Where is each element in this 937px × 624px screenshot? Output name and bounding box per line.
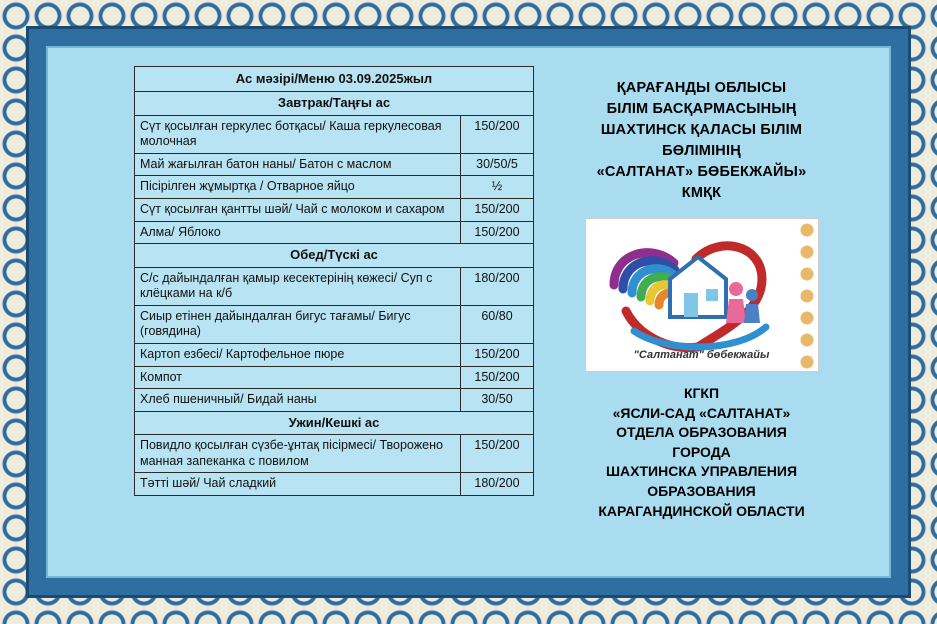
table-row xyxy=(135,389,534,412)
dish-qty: 150/200 xyxy=(461,221,534,244)
dish-qty: 150/200 xyxy=(461,115,534,153)
dish-qty: 30/50/5 xyxy=(461,153,534,176)
section-title-breakfast: Завтрак/Таңғы ас xyxy=(135,92,534,115)
organization-title-russian xyxy=(528,384,875,521)
title-line: БІЛІМ БАСҚАРМАСЫНЫҢ xyxy=(606,101,797,118)
dish-qty: 180/200 xyxy=(461,473,534,496)
title-line: ОТДЕЛА ОБРАЗОВАНИЯ xyxy=(616,424,787,441)
dish-qty: 30/50 xyxy=(461,389,534,412)
menu-table-body xyxy=(135,67,534,496)
menu-table xyxy=(134,66,534,496)
table-row xyxy=(135,344,534,367)
title-line: КГКП xyxy=(683,385,720,402)
dish-name: Сиыр етінен дайындалған бигус тағамы/ Бигус (говядина) xyxy=(135,305,461,343)
dish-qty: ½ xyxy=(461,176,534,199)
table-row xyxy=(135,305,534,343)
title-line: КАРАГАНДИНСКОЙ ОБЛАСТИ xyxy=(598,502,805,519)
organization-column xyxy=(518,48,889,576)
dish-qty: 150/200 xyxy=(461,199,534,222)
section-header-row xyxy=(135,244,534,267)
dish-name: Пісірілген жұмыртқа / Отварное яйцо xyxy=(135,176,461,199)
dish-qty: 150/200 xyxy=(461,366,534,389)
dish-name: Май жағылған батон наны/ Батон с маслом xyxy=(135,153,461,176)
title-line: ГОРОДА xyxy=(672,443,731,460)
dish-name: Хлеб пшеничный/ Бидай наны xyxy=(135,389,461,412)
title-line: БӨЛІМІНІҢ xyxy=(662,143,741,160)
dish-name: С/с дайындалған қамыр кесектерінің көжесі/ Суп с клёцками на к/б xyxy=(135,267,461,305)
organization-title-kazakh xyxy=(528,78,875,204)
dish-name: Компот xyxy=(135,366,461,389)
table-row xyxy=(135,267,534,305)
title-line: КМҚК xyxy=(681,185,722,202)
table-row xyxy=(135,199,534,222)
menu-header-row xyxy=(135,67,534,92)
dish-name: Сүт қосылған геркулес ботқасы/ Каша геркулесовая молочная xyxy=(135,115,461,153)
dish-name: Картоп езбесі/ Картофельное пюре xyxy=(135,344,461,367)
title-line: ҚАРАҒАНДЫ ОБЛЫСЫ xyxy=(616,80,787,96)
dish-name: Алма/ Яблоко xyxy=(135,221,461,244)
title-line: ШАХТИНСК ҚАЛАСЫ БІЛІМ xyxy=(600,122,803,139)
section-header-row xyxy=(135,411,534,434)
table-row xyxy=(135,176,534,199)
section-title-lunch: Обед/Түскі ас xyxy=(135,244,534,267)
title-line: «ЯСЛИ-САД «САЛТАНАТ» xyxy=(612,404,791,421)
menu-column xyxy=(48,48,518,576)
dish-qty: 150/200 xyxy=(461,344,534,367)
title-line: «САЛТАНАТ» БӨБЕКЖАЙЫ» xyxy=(596,164,807,181)
dish-qty: 180/200 xyxy=(461,267,534,305)
table-row xyxy=(135,153,534,176)
kindergarten-logo xyxy=(585,218,819,372)
table-row xyxy=(135,435,534,473)
title-line: ШАХТИНСКА УПРАВЛЕНИЯ xyxy=(605,463,798,480)
section-title-dinner: Ужин/Кешкі ас xyxy=(135,411,534,434)
dish-name: Сүт қосылған қантты шәй/ Чай с молоком и сахаром xyxy=(135,199,461,222)
poster-content xyxy=(46,46,891,578)
table-row xyxy=(135,473,534,496)
table-row xyxy=(135,221,534,244)
section-header-row xyxy=(135,92,534,115)
table-row xyxy=(135,366,534,389)
title-line: ОБРАЗОВАНИЯ xyxy=(647,483,756,500)
logo-caption: "Салтанат" бөбекжайы xyxy=(633,349,770,362)
menu-header-cell: Ас мәзірі/Меню 03.09.2025жыл xyxy=(135,67,534,92)
dish-qty: 60/80 xyxy=(461,305,534,343)
dish-name: Тәтті шәй/ Чай сладкий xyxy=(135,473,461,496)
dish-qty: 150/200 xyxy=(461,435,534,473)
table-row xyxy=(135,115,534,153)
dish-name: Повидло қосылған сүзбе-ұнтақ пісірмесі/ Творожено манная запеканка с повилом xyxy=(135,435,461,473)
